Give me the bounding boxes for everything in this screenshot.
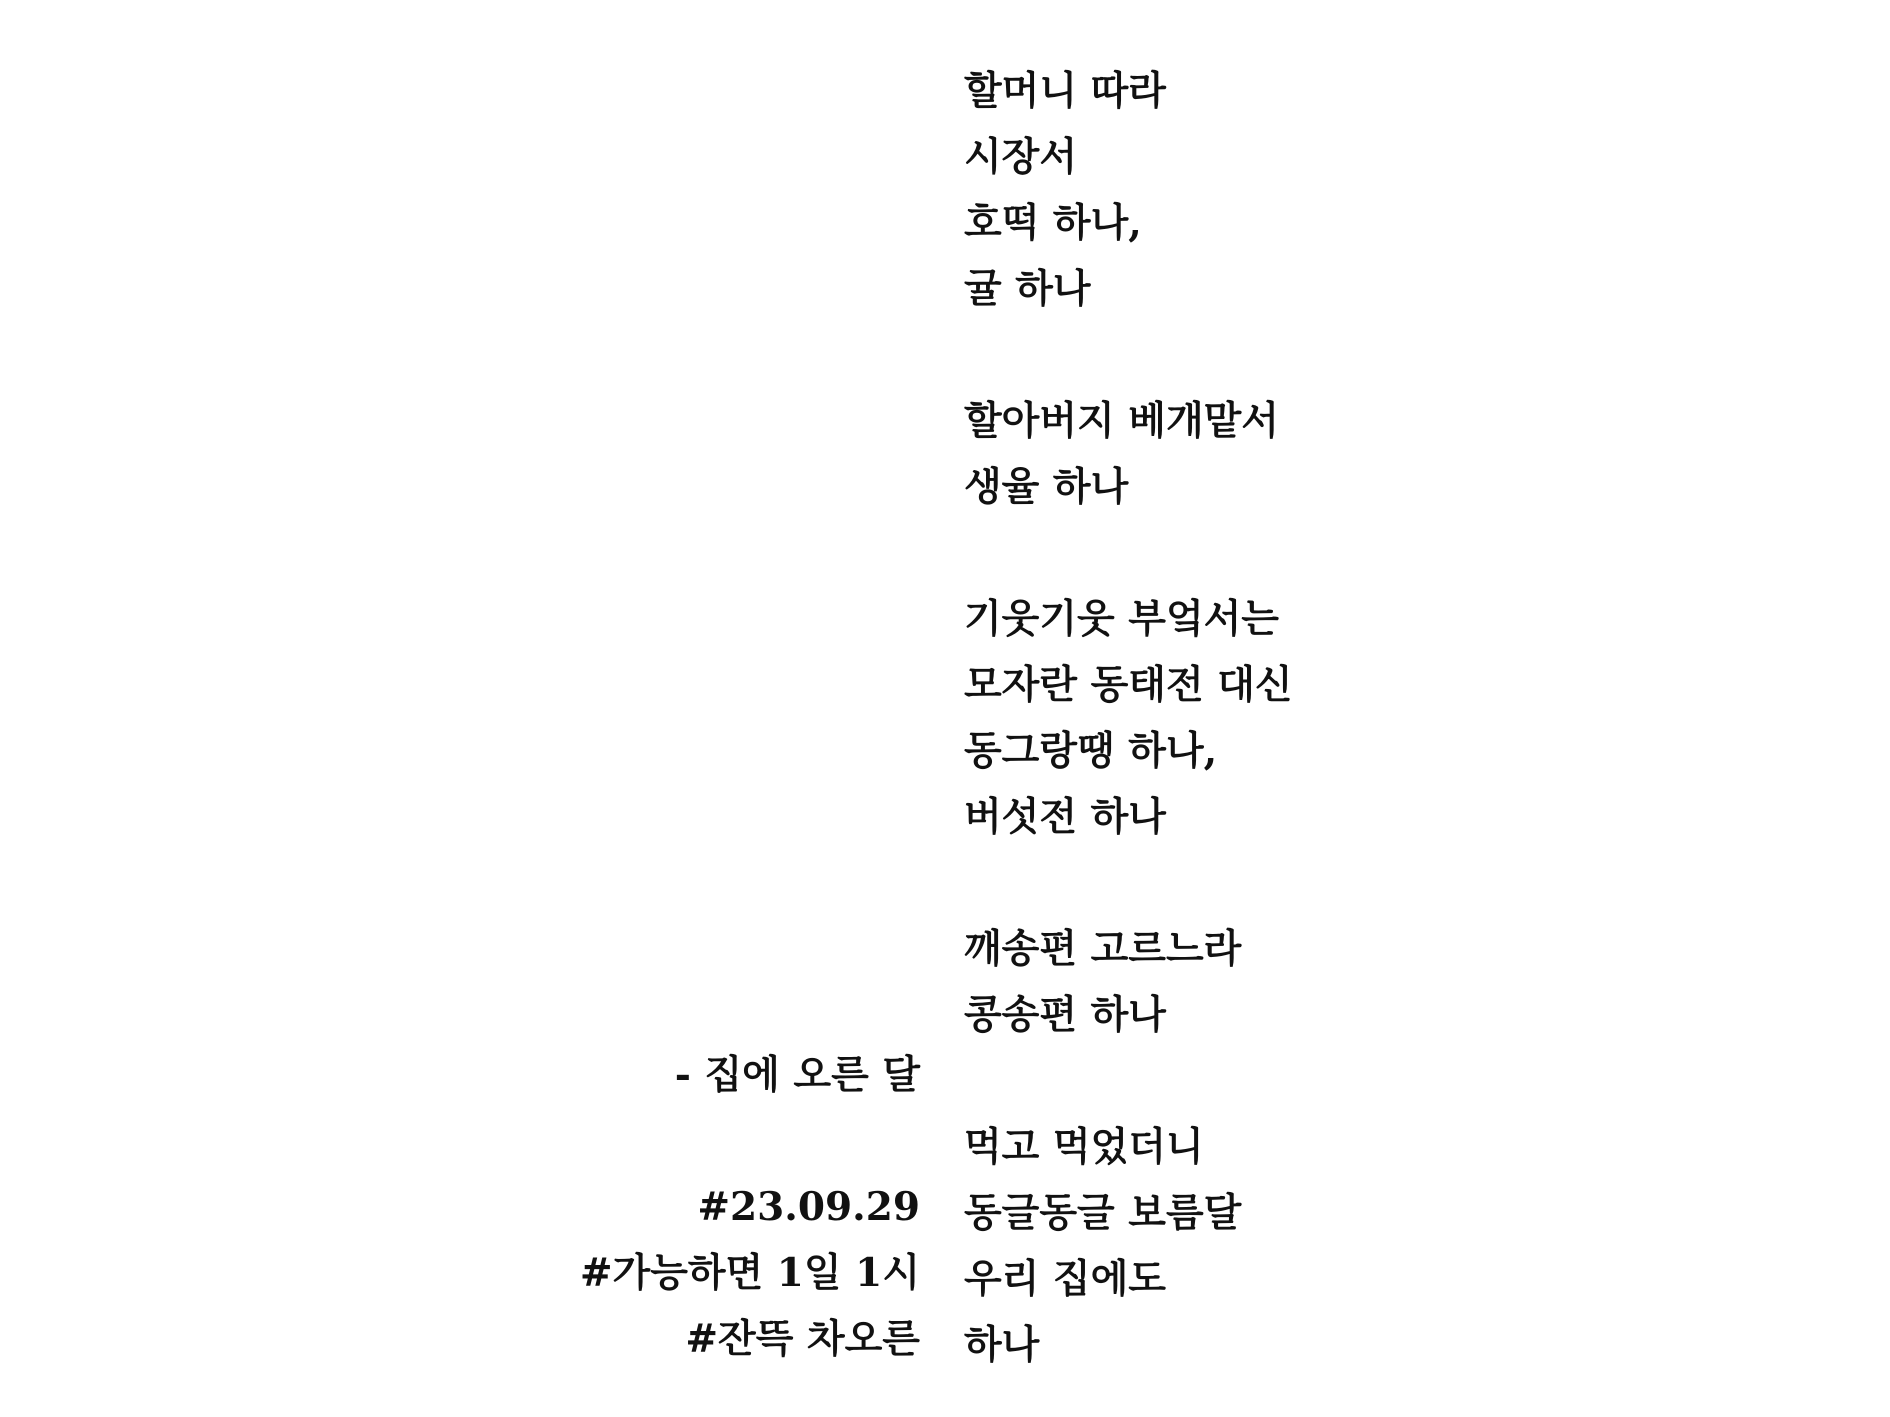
poem-line: 시장서 [964,134,1078,180]
poem-title: - 집에 오른 달 [674,1052,920,1098]
poem-line: 할머니 따라 [964,68,1166,114]
poem-line: 동그랑땡 하나, [964,728,1218,774]
poem-line: 기웃기웃 부엌서는 [964,596,1279,642]
poem-line: 생율 하나 [964,464,1129,510]
poem-line: 콩송편 하나 [964,992,1166,1038]
poem-line: 모자란 동태전 대신 [964,662,1293,708]
poem-line: 할아버지 베개맡서 [964,398,1279,444]
poem-line: 깨송편 고르느라 [964,926,1242,972]
poem-line: 동글동글 보름달 [964,1190,1242,1236]
poem-line: 하나 [964,1322,1040,1368]
poem-line: 버섯전 하나 [964,794,1166,840]
poem-line: 우리 집에도 [964,1256,1166,1302]
hashtag-daily-poem: #가능하면 1일 1시 [579,1250,920,1296]
stanza-break [964,850,1664,916]
date-hashtag: #23.09.29 [697,1184,920,1230]
poem-line: 먹고 먹었더니 [964,1124,1204,1170]
poem-body [964,58,1664,1378]
stanza-break [964,520,1664,586]
stanza-break [964,322,1664,388]
hashtag-filled-up: #잔뜩 차오른 [685,1316,920,1362]
poem-line: 호떡 하나, [964,200,1142,246]
poem-line: 귤 하나 [964,266,1091,312]
stanza-break [964,1048,1664,1114]
